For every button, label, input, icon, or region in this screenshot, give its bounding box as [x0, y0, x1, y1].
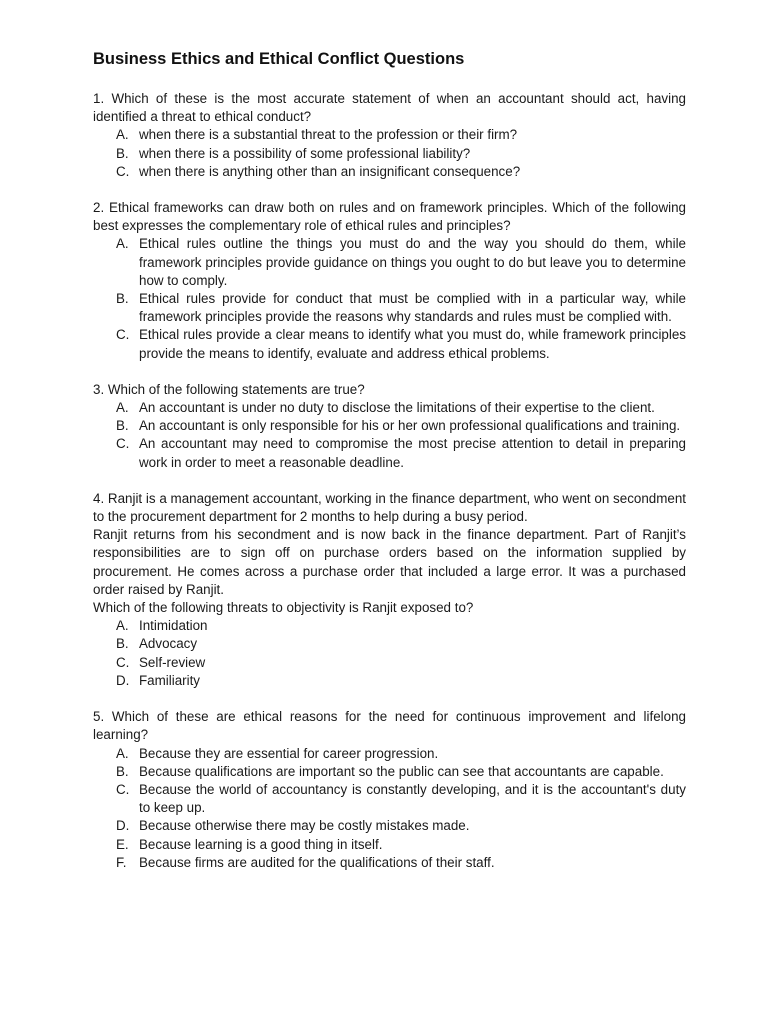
option-letter: C. — [116, 436, 130, 452]
question-3 — [93, 381, 686, 472]
answer-option — [93, 235, 686, 290]
answer-options — [93, 617, 686, 690]
option-text: Familiarity — [139, 672, 201, 688]
option-letter: C. — [116, 654, 130, 670]
option-text: Because qualifications are important so the public can see that accountants are capable. — [139, 763, 664, 779]
answer-option — [93, 126, 686, 144]
question-list — [93, 90, 686, 872]
option-letter: A. — [116, 618, 129, 634]
option-letter: B. — [116, 636, 129, 652]
option-text: Intimidation — [139, 618, 208, 634]
option-text: when there is anything other than an insignificant consequence? — [139, 163, 521, 179]
answer-option — [93, 617, 686, 635]
question-4 — [93, 490, 686, 690]
option-letter: A. — [116, 236, 129, 252]
option-text: when there is a substantial threat to the profession or their firm? — [139, 127, 518, 143]
option-text: Self-review — [139, 654, 206, 670]
option-letter: A. — [116, 127, 129, 143]
option-text: Because otherwise there may be costly mistakes made. — [139, 818, 470, 834]
option-text: Ethical rules outline the things you must do and the way you should do them, while framework principles provide guidance on things you ought to do but leave you to determine how to comply. — [139, 236, 686, 288]
answer-option — [93, 817, 686, 835]
answer-option — [93, 435, 686, 471]
option-letter: C. — [116, 327, 130, 343]
answer-option — [93, 836, 686, 854]
answer-option — [93, 672, 686, 690]
answer-option — [93, 163, 686, 181]
answer-option — [93, 854, 686, 872]
answer-option — [93, 654, 686, 672]
option-letter: B. — [116, 145, 129, 161]
document-title: Business Ethics and Ethical Conflict Questions — [93, 50, 465, 68]
answer-option — [93, 145, 686, 163]
question-text: Which of the following threats to objectivity is Ranjit exposed to? — [93, 600, 474, 616]
answer-options — [93, 399, 686, 472]
option-letter: A. — [116, 400, 129, 416]
document-page — [93, 48, 686, 890]
option-text: Because learning is a good thing in itself. — [139, 836, 383, 852]
question-5 — [93, 708, 686, 872]
answer-option — [93, 417, 686, 435]
question-text: 2. Ethical frameworks can draw both on rules and on framework principles. Which of the following best expresses the complementary role of ethical rules and principles? — [93, 200, 686, 234]
option-text: when there is a possibility of some professional liability? — [139, 145, 471, 161]
option-letter: D. — [116, 818, 130, 834]
option-text: Because firms are audited for the qualifications of their staff. — [139, 854, 495, 870]
option-text: Because the world of accountancy is constantly developing, and it is the accountant's duty to keep up. — [139, 781, 686, 816]
answer-option — [93, 326, 686, 362]
answer-option — [93, 635, 686, 653]
option-letter: C. — [116, 781, 130, 797]
option-letter: A. — [116, 745, 129, 761]
question-1 — [93, 90, 686, 181]
answer-options — [93, 745, 686, 872]
answer-options — [93, 126, 686, 181]
question-text: Ranjit returns from his secondment and is now back in the finance department. Part of Ranjit’s responsibilities are to sign off on purchase orders based on the information supplied by procurement. He comes across a purchase order that included a large error. It was a purchased order raised by Ranjit. — [93, 527, 686, 597]
option-letter: E. — [116, 836, 129, 852]
question-text: 3. Which of the following statements are true? — [93, 381, 365, 397]
option-text: An accountant is only responsible for his or her own professional qualifications and training. — [139, 418, 681, 434]
answer-options — [93, 235, 686, 362]
option-letter: B. — [116, 418, 129, 434]
question-2 — [93, 199, 686, 363]
option-letter: B. — [116, 291, 129, 307]
option-text: An accountant may need to compromise the most precise attention to detail in preparing work in order to meet a reasonable deadline. — [139, 436, 686, 470]
answer-option — [93, 745, 686, 763]
option-text: Ethical rules provide for conduct that must be complied with in a particular way, while framework principles provide the reasons why standards and rules must be complied with. — [139, 291, 686, 325]
question-text: 5. Which of these are ethical reasons for the need for continuous improvement and lifelong learning? — [93, 709, 686, 743]
option-text: Because they are essential for career progression. — [139, 745, 439, 761]
option-text: An accountant is under no duty to disclose the limitations of their expertise to the client. — [139, 400, 655, 416]
question-text: 1. Which of these is the most accurate statement of when an accountant should act, having identified a threat to ethical conduct? — [93, 91, 686, 125]
option-letter: D. — [116, 672, 130, 688]
option-letter: C. — [116, 163, 130, 179]
answer-option — [93, 781, 686, 817]
answer-option — [93, 290, 686, 326]
question-text: 4. Ranjit is a management accountant, working in the finance department, who went on secondment to the procurement department for 2 months to help during a busy period. — [93, 490, 686, 525]
answer-option — [93, 399, 686, 417]
option-text: Advocacy — [139, 636, 198, 652]
answer-option — [93, 763, 686, 781]
option-letter: B. — [116, 763, 129, 779]
option-text: Ethical rules provide a clear means to identify what you must do, while framework principles provide the means to identify, evaluate and address ethical problems. — [139, 327, 686, 361]
option-letter: F. — [116, 854, 127, 870]
